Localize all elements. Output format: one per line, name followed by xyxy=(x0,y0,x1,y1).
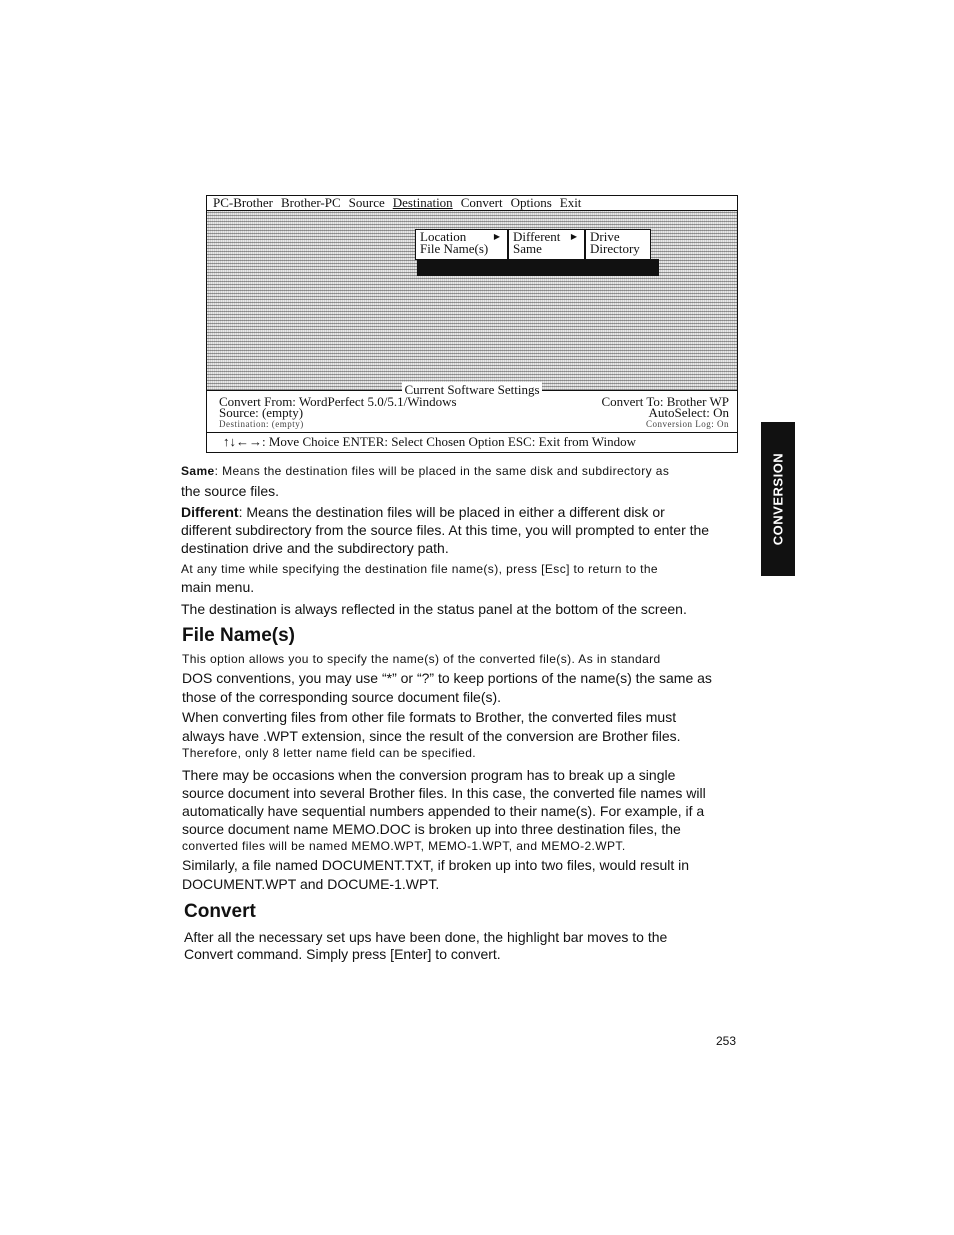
settings-title: Current Software Settings xyxy=(404,382,540,397)
filenames-p3-line1: There may be occasions when the conversion program has to break up a single xyxy=(182,767,676,783)
menu-bar xyxy=(207,196,737,211)
menu-pc-brother[interactable]: PC-Brother xyxy=(213,195,273,210)
autoselect-setting: AutoSelect: On xyxy=(648,405,729,420)
menu-source[interactable]: Source xyxy=(348,195,385,210)
menu-exit[interactable]: Exit xyxy=(559,195,582,210)
dropdown-drive xyxy=(585,229,651,260)
dropdown-location xyxy=(415,229,508,260)
screen-desktop xyxy=(207,211,737,390)
anytime-line1: At any time while specifying the destination file name(s), press [Esc] to return to the xyxy=(181,562,659,576)
dropdown-different xyxy=(508,229,585,260)
side-tab xyxy=(761,422,795,576)
filenames-p2-line3: Therefore, only 8 letter name field can be specified. xyxy=(182,746,477,760)
filenames-p2-line1: When converting files from other file formats to Brother, the converted files must xyxy=(182,709,677,725)
filenames-p3-line3: automatically have sequential numbers appended to their name(s). For example, if a xyxy=(182,803,705,819)
conversion-log-setting: Conversion Log: On xyxy=(646,419,729,429)
dropdown-item-directory[interactable]: Directory xyxy=(590,241,640,256)
source-setting: Source: (empty) xyxy=(219,405,304,420)
heading-file-names: File Name(s) xyxy=(182,625,295,646)
menu-destination[interactable]: Destination xyxy=(392,195,453,210)
convert-to: Convert To: Brother WP xyxy=(601,394,729,409)
filenames-p3-line5: converted files will be named MEMO.WPT, MEMO-1.WPT, and MEMO-2.WPT. xyxy=(182,839,626,853)
dropdown-item-same[interactable]: Same xyxy=(513,241,542,256)
convert-from: Convert From: WordPerfect 5.0/5.1/Windows xyxy=(219,394,457,409)
same-paragraph-line2: the source files. xyxy=(181,483,280,499)
arrow-right-icon: ▶ xyxy=(493,232,500,241)
dropdown-item-location[interactable]: Location xyxy=(420,229,467,244)
dropdown-shadow xyxy=(417,259,659,276)
arrow-right-icon: ▶ xyxy=(570,232,577,241)
menu-brother-pc[interactable]: Brother-PC xyxy=(280,195,341,210)
filenames-p3-line4: source document name MEMO.DOC is broken up into three destination files, the xyxy=(182,821,681,837)
anytime-line2: main menu. xyxy=(181,579,255,595)
convert-line1: After all the necessary set ups have been done, the highlight bar moves to the xyxy=(184,929,668,945)
dropdown-item-drive[interactable]: Drive xyxy=(590,229,620,244)
filenames-p1-line2: DOS conventions, you may use “*” or “?” to keep portions of the name(s) the same as xyxy=(182,670,712,686)
menu-convert[interactable]: Convert xyxy=(460,195,503,210)
dropdown-item-different[interactable]: Different xyxy=(513,229,561,244)
same-term: Same xyxy=(181,464,215,478)
page-number: 253 xyxy=(716,1034,737,1048)
convert-line2: Convert command. Simply press [Enter] to convert. xyxy=(184,946,501,962)
filenames-p3-line6: Similarly, a file named DOCUMENT.TXT, if broken up into two files, would result in xyxy=(182,857,690,873)
filenames-p1-line1: This option allows you to specify the name(s) of the converted file(s). As in standard xyxy=(182,652,661,666)
filenames-p3-line7: DOCUMENT.WPT and DOCUME-1.WPT. xyxy=(182,876,440,892)
different-paragraph-line3: destination drive and the subdirectory path. xyxy=(181,540,449,556)
different-term: Different xyxy=(181,504,239,520)
help-bar: ↑↓←→: Move Choice ENTER: Select Chosen Option ESC: Exit from Window xyxy=(207,432,737,452)
heading-convert: Convert xyxy=(184,901,256,922)
different-paragraph-line2: different subdirectory from the source files. At this time, you will prompted to enter the xyxy=(181,522,710,538)
filenames-p1-line3: those of the corresponding source document file(s). xyxy=(182,689,502,705)
menu-options[interactable]: Options xyxy=(510,195,552,210)
status-panel-note: The destination is always reflected in the status panel at the bottom of the screen. xyxy=(181,601,687,617)
filenames-p3-line2: source document into several Brother files. In this case, the converted file names will xyxy=(182,785,706,801)
different-paragraph-line1: Different: Means the destination files will be placed in either a different disk or xyxy=(181,504,665,520)
filenames-p2-line2: always have .WPT extension, since the result of the conversion are Brother files. xyxy=(182,728,681,744)
dropdown-item-filenames[interactable]: File Name(s) xyxy=(420,241,489,256)
screen-capture xyxy=(206,195,738,453)
destination-setting: Destination: (empty) xyxy=(219,419,304,429)
same-paragraph-line1: Same: Means the destination files will be placed in the same disk and subdirectory as xyxy=(181,464,670,478)
settings-panel xyxy=(207,382,737,432)
side-tab-label: CONVERSION xyxy=(770,452,786,546)
